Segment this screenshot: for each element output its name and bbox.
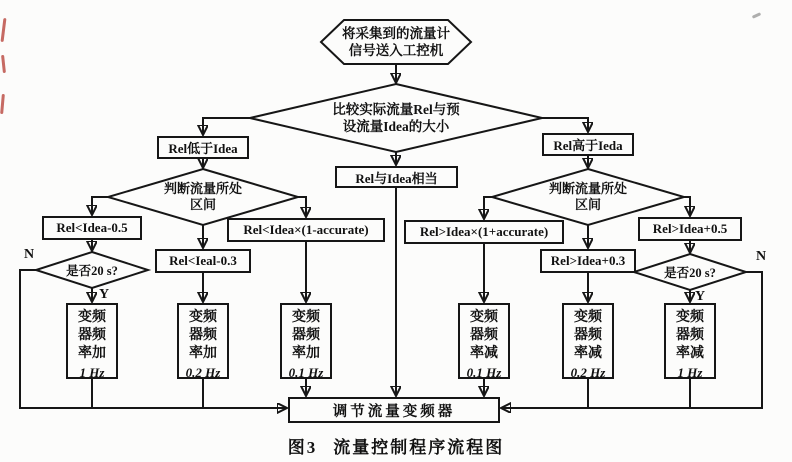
text-line: 率加 — [292, 346, 320, 361]
text-line: 器频 — [676, 328, 704, 343]
text-line: 率加 — [78, 346, 106, 361]
yes-label-left: Y — [99, 287, 110, 302]
e-judgeleft-cond05 — [92, 197, 108, 214]
text-line: 器频 — [470, 328, 498, 343]
no-label-right: N — [756, 249, 767, 264]
text-line: 器频 — [78, 328, 106, 343]
figure-number: 图3 — [287, 438, 318, 457]
action-increase-1hz-box — [66, 303, 118, 379]
text-line: 变频 — [189, 310, 217, 325]
text-line: 器频 — [574, 328, 602, 343]
branch-equal-box — [335, 166, 458, 188]
action-decrease-02hz-box — [562, 303, 614, 379]
frequency-value: 1 Hz — [677, 365, 703, 380]
cond-low-03-label: Rel<Ieal-0.3 — [169, 253, 237, 268]
timer-right-label: 是否20 s? — [664, 266, 716, 280]
text-line: 比较实际流量Rel与预 — [332, 102, 460, 117]
branch-low-label: Rel低于Idea — [168, 141, 238, 156]
text-line: 率加 — [189, 346, 217, 361]
cond-high-03-box — [540, 249, 636, 273]
branch-low-box — [157, 136, 249, 159]
text-line: 变频 — [78, 310, 106, 325]
text-line: 器频 — [292, 328, 320, 343]
branch-equal-label: Rel与Idea相当 — [355, 170, 438, 186]
text-line: 区间 — [574, 197, 601, 212]
frequency-value: 0.2 Hz — [185, 365, 221, 380]
start-node-label — [316, 25, 476, 59]
compare-diamond-label — [296, 101, 496, 135]
text-line: 变频 — [470, 310, 498, 325]
e-timerright-no-collector — [502, 272, 762, 408]
e-judgeright-cond05 — [684, 197, 690, 215]
branch-high-label: Rel高于Ieda — [553, 138, 623, 153]
cond-low-accurate-box — [227, 218, 385, 242]
e-compare-low — [203, 118, 250, 134]
no-label-left: N — [24, 247, 35, 262]
judge-left-label — [133, 181, 273, 213]
action-decrease-01hz-box — [458, 303, 510, 379]
frequency-value: 0.2 Hz — [570, 365, 606, 380]
text-line: 变频 — [292, 310, 320, 325]
text-line: 将采集到的流量计 — [342, 26, 450, 41]
text-line: 判断流量所处 — [548, 181, 627, 196]
action-decrease-1hz-box — [664, 303, 716, 379]
branch-high-box — [542, 133, 634, 156]
judge-right-label — [518, 181, 658, 213]
action-increase-02hz-box — [177, 303, 229, 379]
output-box — [288, 397, 500, 423]
e-judgeleft-condacc — [298, 197, 306, 216]
frequency-value: 0.1 Hz — [288, 365, 324, 380]
cond-high-03-label: Rel>Idea+0.3 — [550, 253, 626, 268]
cond-high-accurate-label: Rel>Idea×(1+accurate) — [419, 224, 549, 239]
e-compare-high — [542, 118, 588, 131]
text-line: 设流量Idea的大小 — [342, 119, 450, 134]
text-line: 率减 — [574, 346, 602, 361]
cond-high-05-box — [638, 217, 742, 241]
text-line: 变频 — [676, 310, 704, 325]
figure-title: 流量控制程序流程图 — [333, 438, 505, 457]
cond-low-05-label: Rel<Idea-0.5 — [56, 220, 128, 235]
cond-low-accurate-label: Rel<Idea×(1-accurate) — [243, 222, 369, 237]
yes-label-right: Y — [695, 289, 706, 304]
cond-high-05-label: Rel>Idea+0.5 — [652, 221, 728, 236]
cond-high-accurate-box — [404, 220, 564, 244]
output-label: 调节流量变频器 — [332, 403, 456, 420]
text-line: 区间 — [189, 197, 216, 212]
figure-caption — [0, 433, 792, 458]
e-judgeright-condacc — [484, 197, 492, 218]
cond-low-05-box — [42, 216, 142, 240]
text-line: 率减 — [470, 346, 498, 361]
frequency-value: 0.1 Hz — [466, 365, 502, 380]
text-line: 率减 — [676, 346, 704, 361]
text-line: 信号送入工控机 — [348, 43, 444, 58]
frequency-value: 1 Hz — [79, 365, 105, 380]
text-line: 变频 — [574, 310, 602, 325]
e-timerleft-no-collector — [20, 270, 286, 408]
cond-low-03-box — [155, 249, 251, 273]
text-line: 器频 — [189, 328, 217, 343]
text-line: 判断流量所处 — [163, 181, 242, 196]
action-increase-01hz-box — [280, 303, 332, 379]
timer-left-label: 是否20 s? — [66, 264, 118, 278]
